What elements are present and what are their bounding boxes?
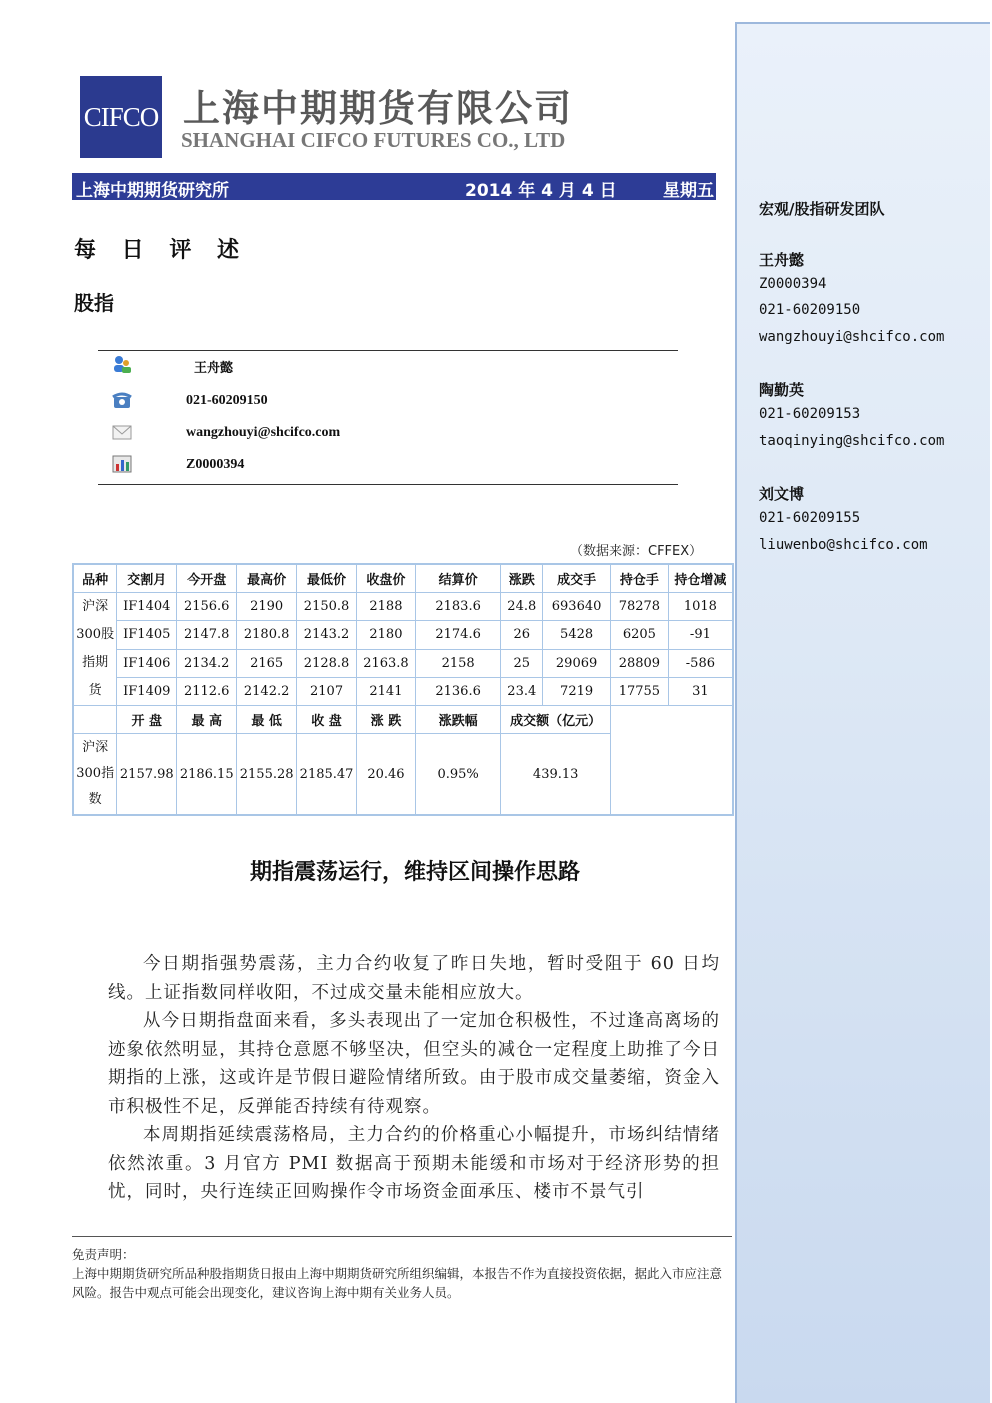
- table-cell: -91: [668, 621, 733, 649]
- disclaimer: [72, 1236, 732, 1302]
- empty-cell: [73, 706, 117, 734]
- table-cell: 2163.8: [357, 649, 416, 677]
- report-type: 每 日 评 述: [74, 238, 248, 263]
- header-cell: 今开盘: [177, 564, 237, 593]
- header-cell: 结算价: [415, 564, 501, 593]
- table-cell: 2180.8: [237, 621, 297, 649]
- header-cell: 最 高: [177, 706, 237, 734]
- author-name: 王舟懿: [194, 361, 234, 376]
- table-cell: 24.8: [501, 593, 543, 621]
- report-date: 2014 年 4 月 4 日: [465, 181, 617, 201]
- table-cell: 0.95%: [415, 734, 501, 816]
- header-cell: 最低价: [297, 564, 357, 593]
- company-name-en: SHANGHAI CIFCO FUTURES CO., LTD: [181, 128, 566, 152]
- table-cell: 23.4: [501, 677, 543, 705]
- table-cell: 78278: [610, 593, 668, 621]
- table-cell: 693640: [543, 593, 611, 621]
- table-cell: 2143.2: [297, 621, 357, 649]
- report-category: 股指: [74, 291, 114, 315]
- table-cell: 2155.28: [237, 734, 297, 816]
- table-row: [73, 593, 733, 621]
- header-cell: 收盘价: [357, 564, 416, 593]
- table-cell: 2128.8: [297, 649, 357, 677]
- author-email-row: [98, 423, 678, 447]
- table-cell: 2174.6: [415, 621, 501, 649]
- table-cell: 2180: [357, 621, 416, 649]
- chart-icon: [112, 455, 132, 473]
- table-cell: 439.13: [501, 734, 611, 816]
- header-cell: 涨跌: [501, 564, 543, 593]
- team-name: 宏观/股指研发团队: [759, 200, 885, 218]
- author-license-row: [98, 455, 678, 479]
- table-cell: 2188: [357, 593, 416, 621]
- futures-header-row: [73, 564, 733, 593]
- member-email[interactable]: liuwenbo@shcifco.com: [759, 537, 928, 553]
- header-cell: 成交额（亿元）: [501, 706, 611, 734]
- index-header-row: [73, 706, 733, 734]
- author-email[interactable]: wangzhouyi@shcifco.com: [186, 425, 341, 440]
- table-cell: 2186.15: [177, 734, 237, 816]
- table-cell: 2190: [237, 593, 297, 621]
- member-name: 陶勤英: [759, 381, 805, 399]
- table-cell: IF1409: [117, 677, 177, 705]
- phone-icon: [112, 391, 132, 409]
- table-cell: 2183.6: [415, 593, 501, 621]
- product-name: 沪深300股指期货: [73, 593, 117, 706]
- paragraph: 本周期指延续震荡格局，主力合约的价格重心小幅提升，市场纠结情绪依然浓重。3 月官方 PMI 数据高于预期未能缓和市场对于经济形势的担忧，同时，央行连续正回购操作令市场资金面承压、楼市不景气引: [108, 1125, 720, 1202]
- member-license: Z0000394: [759, 276, 827, 292]
- header-cell: 最高价: [237, 564, 297, 593]
- table-cell: IF1405: [117, 621, 177, 649]
- disclaimer-text: 上海中期期货研究所品种股指期货日报由上海中期期货研究所组织编辑，本报告不作为直接投资依据，据此入市应注意风险。报告中观点可能会出现变化，建议咨询上海中期有关业务人员。: [72, 1266, 723, 1300]
- table-row: [73, 649, 733, 677]
- paragraph: 今日期指强势震荡，主力合约收复了昨日失地，暂时受阻于 60 日均线。上证指数同样收阳，不过成交量未能相应放大。: [108, 954, 720, 1003]
- company-name-cn: 上海中期期货有限公司: [183, 87, 573, 130]
- table-cell: 6205: [610, 621, 668, 649]
- logo-mark: CIFCO: [80, 76, 162, 158]
- member-email[interactable]: wangzhouyi@shcifco.com: [759, 329, 945, 345]
- envelope-icon: [112, 423, 132, 441]
- table-cell: -586: [668, 649, 733, 677]
- author-license: Z0000394: [186, 457, 245, 472]
- table-cell: 31: [668, 677, 733, 705]
- header-cell: 涨 跌: [357, 706, 416, 734]
- table-cell: 26: [501, 621, 543, 649]
- header-cell: 交割月: [117, 564, 177, 593]
- table-cell: 7219: [543, 677, 611, 705]
- table-cell: 2150.8: [297, 593, 357, 621]
- table-cell: 5428: [543, 621, 611, 649]
- member-phone: 021-60209153: [759, 406, 861, 422]
- table-row: [73, 677, 733, 705]
- table-row: [73, 621, 733, 649]
- header-cell: 最 低: [237, 706, 297, 734]
- header-cell: 持仓手: [610, 564, 668, 593]
- disclaimer-title: 免责声明：: [72, 1247, 135, 1262]
- header-cell: 涨跌幅: [415, 706, 501, 734]
- member-email[interactable]: taoqinying@shcifco.com: [759, 433, 945, 449]
- table-cell: 2107: [297, 677, 357, 705]
- table-cell: 25: [501, 649, 543, 677]
- author-phone: 021-60209150: [186, 393, 268, 408]
- data-source-note: （数据来源：CFFEX）: [570, 544, 703, 559]
- header-cell: 持仓增减: [668, 564, 733, 593]
- article-body: [108, 950, 720, 1207]
- index-name: 沪深300指数: [73, 734, 117, 816]
- paragraph: 从今日期指盘面来看，多头表现出了一定加仓积极性，不过逢高离场的迹象依然明显，其持仓意愿不够坚决，但空头的减仓一定程度上助推了今日期指的上涨，这或许是节假日避险情绪所致。由于股市成交量萎缩，资金入市积极性不足，反弹能否持续有待观察。: [108, 1011, 720, 1117]
- author-phone-row: [98, 391, 678, 415]
- table-cell: IF1404: [117, 593, 177, 621]
- author-contact-box: [98, 350, 678, 485]
- table-cell: 2156.6: [177, 593, 237, 621]
- sidebar: [735, 22, 990, 1403]
- institute-name: 上海中期期货研究所: [76, 181, 229, 201]
- table-cell: 20.46: [357, 734, 416, 816]
- header-cell: 收 盘: [297, 706, 357, 734]
- member-phone: 021-60209150: [759, 302, 861, 318]
- market-data-table: [72, 563, 734, 816]
- table-cell: 2112.6: [177, 677, 237, 705]
- table-cell: 2147.8: [177, 621, 237, 649]
- header-cell: 开 盘: [117, 706, 177, 734]
- person-icon: [112, 355, 132, 373]
- table-cell: 17755: [610, 677, 668, 705]
- header-cell: 成交手: [543, 564, 611, 593]
- table-cell: 2185.47: [297, 734, 357, 816]
- table-cell: 1018: [668, 593, 733, 621]
- member-phone: 021-60209155: [759, 510, 861, 526]
- table-cell: IF1406: [117, 649, 177, 677]
- table-cell: 2157.98: [117, 734, 177, 816]
- table-cell: 2134.2: [177, 649, 237, 677]
- table-cell: 2141: [357, 677, 416, 705]
- article-title: 期指震荡运行，维持区间操作思路: [249, 860, 580, 885]
- member-name: 刘文博: [759, 485, 805, 503]
- member-name: 王舟懿: [759, 251, 805, 269]
- table-cell: 29069: [543, 649, 611, 677]
- table-cell: 2165: [237, 649, 297, 677]
- table-cell: 2158: [415, 649, 501, 677]
- report-weekday: 星期五: [663, 181, 714, 201]
- header-cell: 品种: [73, 564, 117, 593]
- empty-cell: [610, 706, 733, 816]
- table-cell: 2142.2: [237, 677, 297, 705]
- author-name-row: [98, 355, 678, 379]
- header-bar: [72, 173, 716, 200]
- table-cell: 28809: [610, 649, 668, 677]
- table-cell: 2136.6: [415, 677, 501, 705]
